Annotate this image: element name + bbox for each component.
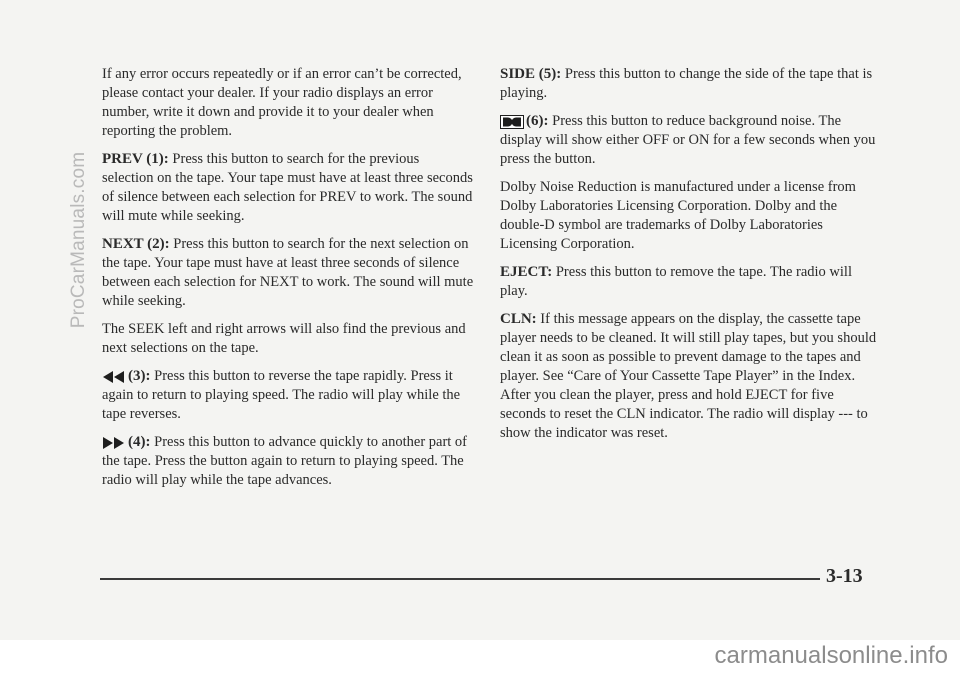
- rewind-paragraph: [102, 367, 474, 424]
- eject-paragraph: [500, 263, 878, 301]
- prev-term: PREV (1):: [102, 151, 169, 167]
- next-term: NEXT (2):: [102, 236, 170, 252]
- side-term: SIDE (5):: [500, 66, 562, 82]
- right-column: [500, 65, 878, 452]
- rewind-term: (3):: [128, 368, 151, 384]
- rewind-text: Press this button to reverse the tape rapidly. Press it again to return to playing speed. The radio will play while the tape reverses.: [102, 368, 461, 422]
- seek-paragraph: The SEEK left and right arrows will also find the previous and next selections on the tape.: [102, 321, 466, 356]
- side-watermark: [64, 100, 94, 380]
- rewind-icon: [102, 371, 126, 383]
- eject-text: Press this button to remove the tape. The radio will play.: [500, 264, 852, 299]
- side-watermark-text: ProCarManuals.com: [68, 151, 89, 329]
- next-text: Press this button to search for the next selection on the tape. Your tape must have at least three seconds of silence between each selection for NEXT to work. The sound will mute while seeking.: [102, 236, 474, 309]
- side-text: Press this button to change the side of the tape that is playing.: [500, 66, 873, 101]
- cln-text: If this message appears on the display, the cassette tape player needs to be cleaned. It will still play tapes, but you should clean it as soon as possible to prevent damage to the tapes and player. See “Care of Your Cassette Tape Player” in the Index. After you clean the player, press and hold EJECT for five seconds to reset the CLN indicator. The radio will display --- to show the indicator was reset.: [500, 311, 877, 441]
- fast-forward-text: Press this button to advance quickly to another part of the tape. Press the button again to return to playing speed. The radio will play while the tape advances.: [102, 434, 468, 488]
- left-column: [102, 65, 474, 499]
- footer-rule: [100, 578, 820, 580]
- dolby-license-paragraph: Dolby Noise Reduction is manufactured under a license from Dolby Laboratories Licensing Corporation. Dolby and the double-D symbol are trademarks of Dolby Laboratories Licensing Corporation.: [500, 179, 856, 252]
- dolby-term: (6):: [526, 113, 549, 129]
- side-paragraph: [500, 65, 878, 103]
- dolby-text: Press this button to reduce background noise. The display will show either OFF or ON for a few seconds when you press the button.: [500, 113, 876, 167]
- fast-forward-paragraph: [102, 433, 474, 490]
- eject-term: EJECT:: [500, 264, 553, 280]
- prev-text: Press this button to search for the previous selection on the tape. Your tape must have at least three seconds of silence between each selection for PREV to work. The sound will mute while seeking.: [102, 151, 473, 224]
- bottom-watermark: [0, 640, 960, 675]
- next-paragraph: [102, 235, 474, 311]
- prev-paragraph: [102, 150, 474, 226]
- fast-forward-icon: [102, 437, 126, 449]
- cln-term: CLN:: [500, 311, 537, 327]
- fast-forward-term: (4):: [128, 434, 151, 450]
- error-paragraph: If any error occurs repeatedly or if an error can’t be corrected, please contact your dealer. If your radio displays an error number, write it down and provide it to your dealer when reporting the problem.: [102, 66, 462, 139]
- dolby-button-paragraph: [500, 112, 878, 169]
- bottom-watermark-text: carmanualsonline.info: [714, 642, 948, 669]
- page-number: 3-13: [826, 565, 863, 587]
- dolby-icon: [500, 115, 524, 129]
- cln-paragraph: [500, 310, 878, 443]
